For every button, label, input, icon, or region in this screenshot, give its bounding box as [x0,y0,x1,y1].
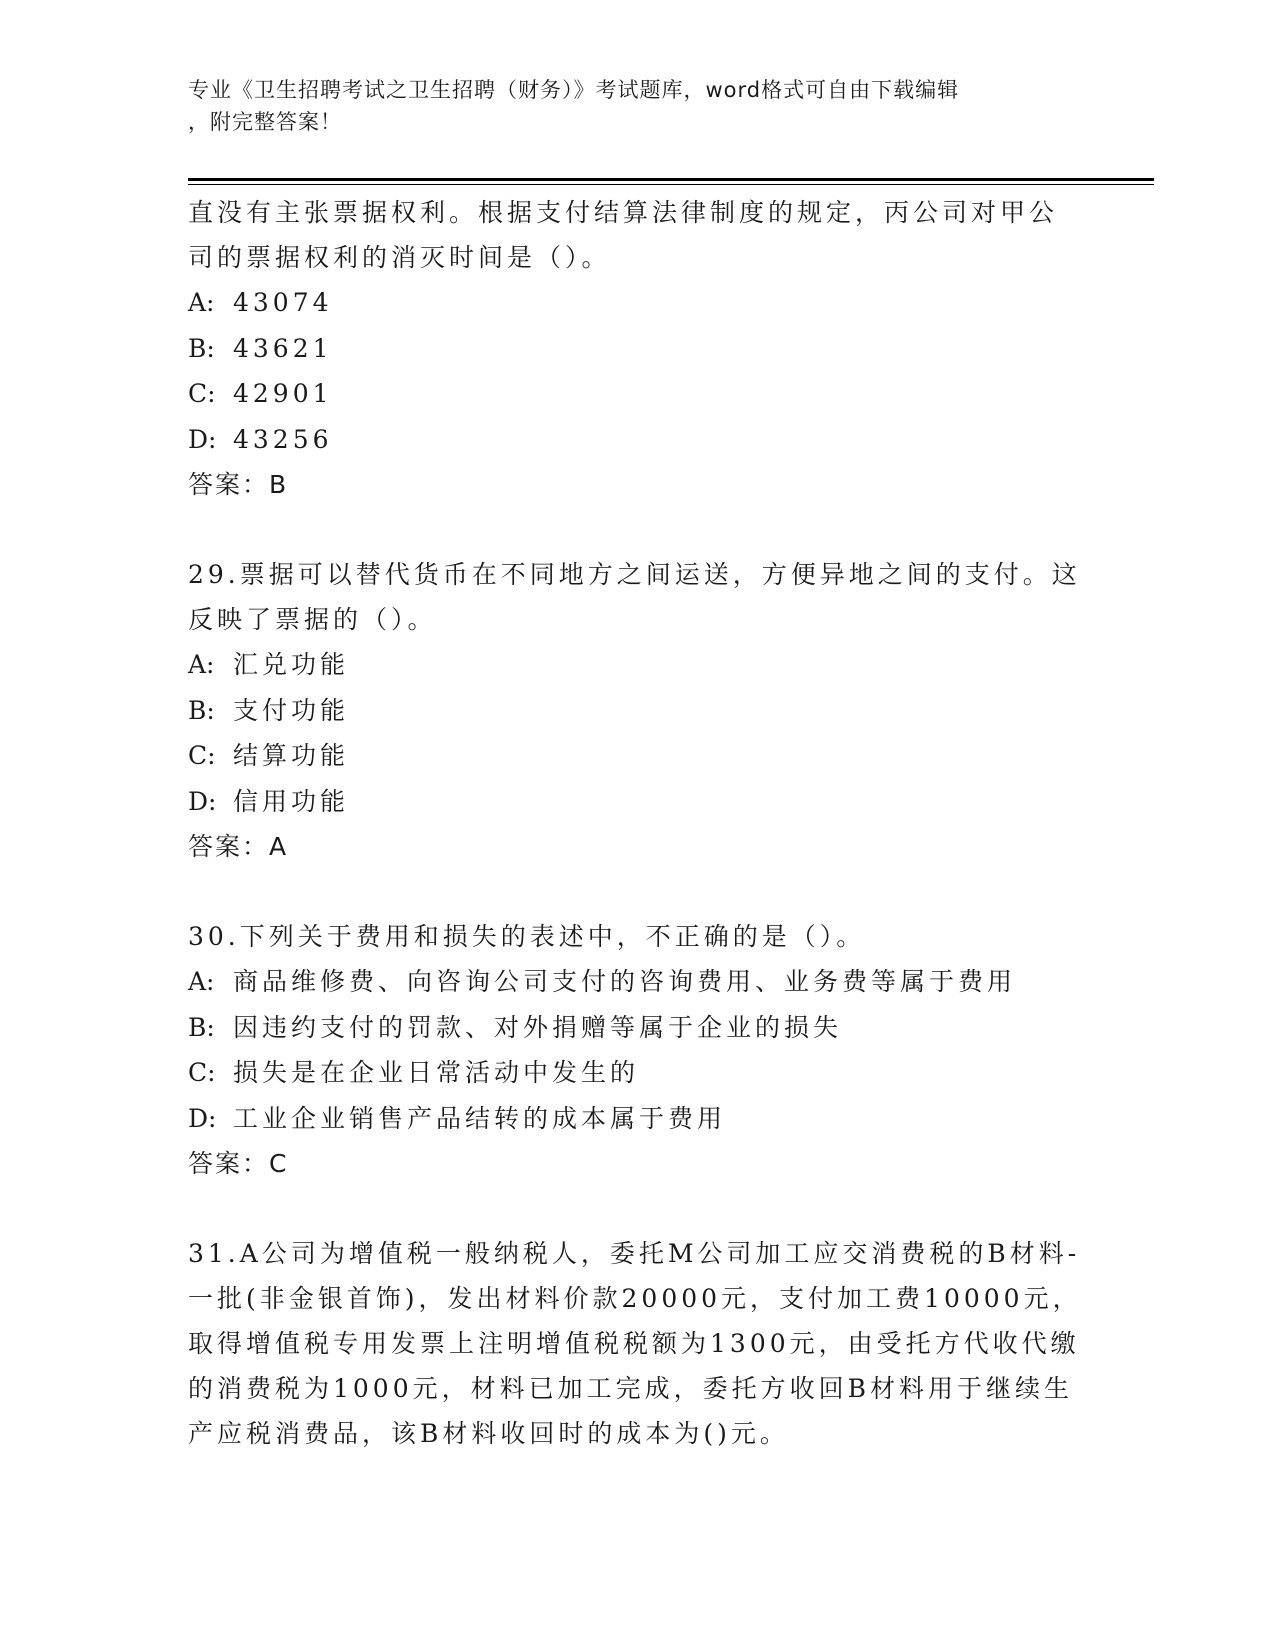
option-c [188,733,1088,779]
option-text: 支付功能 [233,695,350,725]
option-c [188,371,1088,417]
page-header [188,74,1068,138]
header-line-1: 专业《卫生招聘考试之卫生招聘（财务）》考试题库，word格式可自由下载编辑 [188,78,960,102]
option-text: 43621 [233,333,333,363]
spacer [188,507,1088,552]
header-line-2: ，附完整答案！ [188,110,342,134]
option-letter: A: [188,967,215,996]
question-text-line: 产应税消费品，该B材料收回时的成本为()元。 [188,1419,789,1448]
option-c [188,1050,1088,1096]
answer-line: 答案：A [188,832,289,861]
question-text-line: 29.票据可以替代货币在不同地方之间运送，方便异地之间的支付。这 [188,560,1081,589]
option-letter: D: [188,1103,217,1133]
question-29 [188,552,1088,869]
option-letter: D: [188,424,217,454]
option-text: 商品维修费、向咨询公司支付的咨询费用、业务费等属于费用 [233,967,1017,996]
option-d [188,417,1088,463]
header-rule-thin [188,184,1154,185]
option-text: 损失是在企业日常活动中发生的 [233,1058,640,1087]
question-text-line: 直没有主张票据权利。根据支付结算法律制度的规定，丙公司对甲公 [188,198,1059,227]
option-text: 结算功能 [233,741,350,770]
option-d [188,1096,1088,1142]
question-text-line: 30.下列关于费用和损失的表述中，不正确的是（）。 [188,922,866,951]
option-b [188,1005,1088,1051]
option-letter: B: [188,695,215,725]
option-text: 工业企业销售产品结转的成本属于费用 [233,1103,727,1133]
option-letter: A: [188,650,215,679]
option-b [188,688,1088,734]
option-d [188,779,1088,825]
spacer [188,1186,1088,1231]
option-letter: B: [188,333,215,363]
option-letter: C: [188,1058,216,1087]
question-text-line: 的消费税为1000元，材料已加工完成，委托方收回B材料用于继续生 [188,1374,1073,1403]
question-text-line: 反映了票据的（）。 [188,605,437,634]
question-31 [188,1231,1088,1456]
option-b [188,326,1088,372]
option-letter: A: [188,288,215,317]
spacer [188,869,1088,914]
question-text-line: 司的票据权利的消灭时间是（）。 [188,243,611,272]
option-letter: C: [188,379,216,408]
answer-line: 答案：B [188,470,289,499]
option-text: 信用功能 [233,786,350,816]
header-rule-thick [188,178,1154,181]
option-a [188,642,1088,688]
question-30 [188,914,1088,1186]
question-28 [188,190,1088,507]
question-text-line: 取得增值税专用发票上注明增值税税额为1300元，由受托方代收代缴 [188,1329,1080,1358]
option-letter: B: [188,1012,215,1042]
option-text: 汇兑功能 [233,650,350,679]
question-text-line: 31.A公司为增值税一般纳税人，委托M公司加工应交消费税的B材料- [188,1239,1081,1268]
option-a [188,959,1088,1005]
option-text: 43256 [233,424,333,454]
question-text-line: 一批(非金银首饰)，发出材料价款20000元，支付加工费10000元， [188,1284,1082,1313]
option-letter: D: [188,786,217,816]
question-list [188,190,1088,1456]
option-a [188,280,1088,326]
option-text: 43074 [233,288,333,317]
answer-line: 答案：C [188,1149,289,1178]
option-letter: C: [188,741,216,770]
option-text: 42901 [233,379,333,408]
option-text: 因违约支付的罚款、对外捐赠等属于企业的损失 [233,1012,843,1042]
